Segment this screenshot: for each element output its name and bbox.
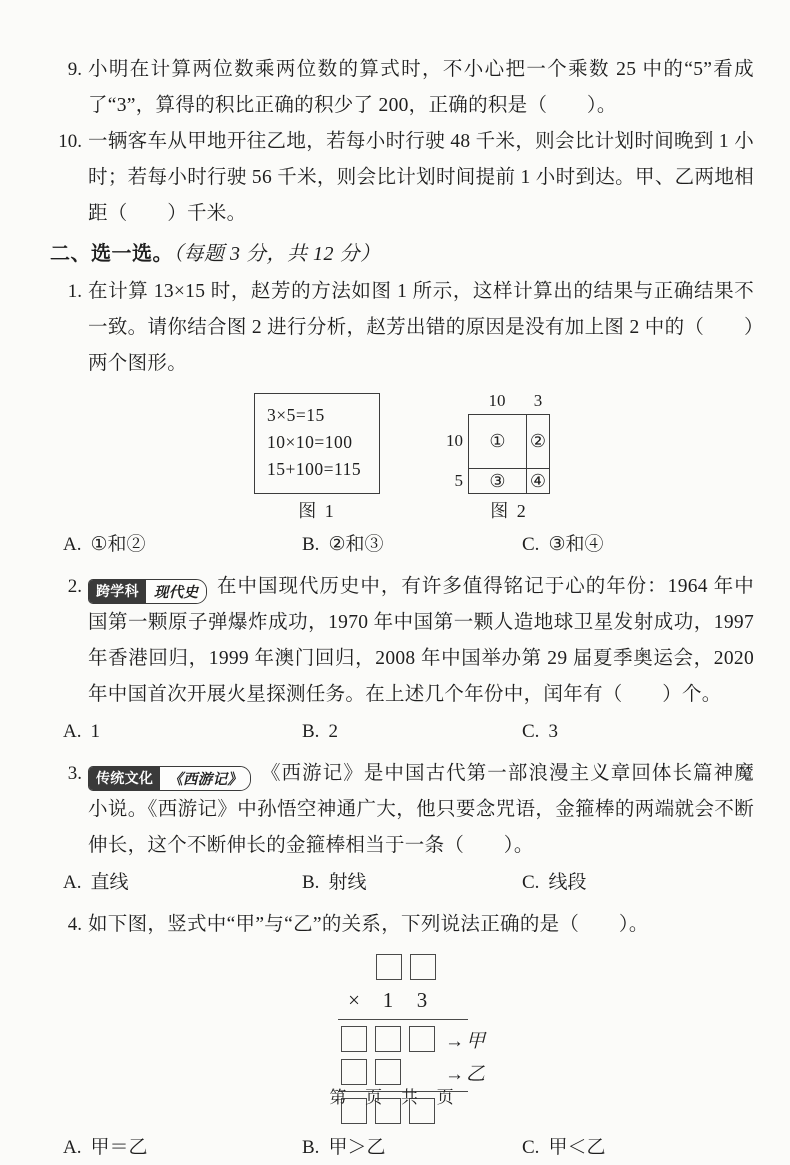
question-2-options — [63, 714, 754, 749]
option-b: B. ②和③ — [302, 534, 384, 555]
badge-dark-label: 跨学科 — [89, 580, 146, 603]
multiplier-digit: 3 — [416, 987, 428, 1012]
multiply-sign: × — [348, 987, 360, 1012]
figure-2-grid — [442, 390, 550, 494]
fig2-cell-3: ③ — [468, 468, 526, 494]
blank-box — [376, 954, 402, 980]
fig2-left-label-5: 5 — [454, 471, 463, 490]
equation-line: 3×5=15 — [267, 405, 325, 425]
question-3 — [50, 756, 754, 864]
question-number: 2. — [67, 576, 82, 597]
question-text: 传统文化 《西游记》 《西游记》是中国古代第一部浪漫主义章回体长篇神魔小说。《西游记》中孙悟空神通广大，他只要念咒语，金箍棒的两端就会不断伸长，这个不断伸长的金箍棒相当于一条（ ）。 — [88, 763, 754, 856]
question-2 — [50, 569, 754, 713]
blank-box — [375, 1059, 401, 1085]
question-3-options — [63, 865, 754, 900]
blank-box — [341, 1059, 367, 1085]
question-4-options — [63, 1130, 754, 1165]
section-title: 二、选一选。 — [50, 243, 173, 265]
section-header — [50, 235, 754, 273]
rule-line — [338, 1019, 468, 1020]
question-number: 10. — [58, 131, 82, 152]
option-a: A. 1 — [63, 721, 100, 742]
fig2-left-label-10: 10 — [446, 431, 463, 450]
badge-dark-label: 传统文化 — [89, 767, 160, 790]
fig2-top-label-10: 10 — [488, 391, 506, 410]
cross-subject-badge — [88, 579, 207, 604]
option-c: C. 线段 — [522, 872, 587, 893]
question-4 — [50, 907, 754, 943]
partial-product-jia-row — [341, 1025, 491, 1053]
option-a: A. 直线 — [63, 872, 129, 893]
figures-row — [50, 390, 754, 523]
figure-2 — [442, 390, 550, 523]
multiplier-row — [341, 986, 491, 1014]
option-c: C. ③和④ — [522, 534, 604, 555]
fig2-top-label-3: 3 — [533, 391, 543, 410]
figure-1-caption: 图 1 — [298, 501, 336, 521]
page-footer: 第 页 共 页 — [329, 1088, 461, 1107]
option-c: C. 3 — [522, 721, 558, 742]
question-1-options — [63, 527, 754, 562]
figure-1 — [254, 393, 380, 523]
badge-light-label: 《西游记》 — [160, 767, 250, 790]
question-text: 在计算 13×15 时，赵芳的方法如图 1 所示，这样计算出的结果与正确结果不一致。请你结合图 2 进行分析，赵芳出错的原因是没有加上图 2 中的（ ）两个图形。 — [88, 281, 754, 374]
option-a: A. ①和② — [63, 534, 146, 555]
partial-product-yi-row — [341, 1058, 491, 1086]
yi-annotation: → 乙 — [445, 1064, 486, 1085]
option-a: A. 甲＝乙 — [63, 1137, 148, 1158]
arrow-right-icon: → — [445, 1031, 464, 1052]
question-text: 一辆客车从甲地开往乙地，若每小时行驶 48 千米，则会比计划时间晚到 1 小时；若每小时行驶 56 千米，则会比计划时间提前 1 小时到达。甲、乙两地相距（ ）千米。 — [88, 131, 754, 224]
question-number: 3. — [67, 763, 82, 784]
question-text: 小明在计算两位数乘两位数的算式时，不小心把一个乘数 25 中的“5”看成了“3”，算得的积比正确的积少了 200，正确的积是（ ）。 — [88, 59, 754, 116]
equation-line: 15+100=115 — [267, 459, 362, 479]
option-b: B. 射线 — [302, 872, 367, 893]
question-1 — [50, 274, 754, 382]
fig2-cell-1: ① — [468, 414, 526, 468]
fig2-cell-2: ② — [526, 414, 550, 468]
section-score-note: （每题 3 分，共 12 分） — [173, 243, 381, 265]
blank-box — [375, 1026, 401, 1052]
figure-1-box — [254, 393, 380, 494]
traditional-culture-badge — [88, 766, 251, 791]
multiplicand-row — [376, 953, 491, 981]
blank-box — [341, 1026, 367, 1052]
question-text: 如下图，竖式中“甲”与“乙”的关系，下列说法正确的是（ ）。 — [88, 914, 649, 935]
question-text: 跨学科 现代史 在中国现代历史中，有许多值得铭记于心的年份：1964 年中国第一颗原子弹爆炸成功，1970 年中国第一颗人造地球卫星发射成功，1997 年香港回归，1999 年澳门回归，2008 年中国举办第 29 届夏季奥运会，2020 年中国首次开展火星探测任务。在上述几个年份中，闰年有（ ）个。 — [88, 576, 754, 705]
question-9 — [50, 52, 754, 124]
option-b: B. 2 — [302, 721, 338, 742]
question-number: 4. — [67, 914, 82, 935]
jia-annotation: → 甲 — [445, 1031, 486, 1052]
blank-box — [410, 954, 436, 980]
question-10 — [50, 124, 754, 232]
question-number: 1. — [67, 281, 82, 302]
option-c: C. 甲＜乙 — [522, 1137, 606, 1158]
arrow-right-icon: → — [445, 1064, 464, 1085]
fig2-cell-4: ④ — [526, 468, 550, 494]
equation-line: 10×10=100 — [267, 432, 353, 452]
badge-light-label: 现代史 — [146, 580, 206, 603]
blank-box — [409, 1026, 435, 1052]
question-number: 9. — [67, 59, 82, 80]
figure-2-caption: 图 2 — [490, 501, 528, 521]
option-b: B. 甲＞乙 — [302, 1137, 386, 1158]
multiplier-digit: 1 — [382, 987, 394, 1012]
